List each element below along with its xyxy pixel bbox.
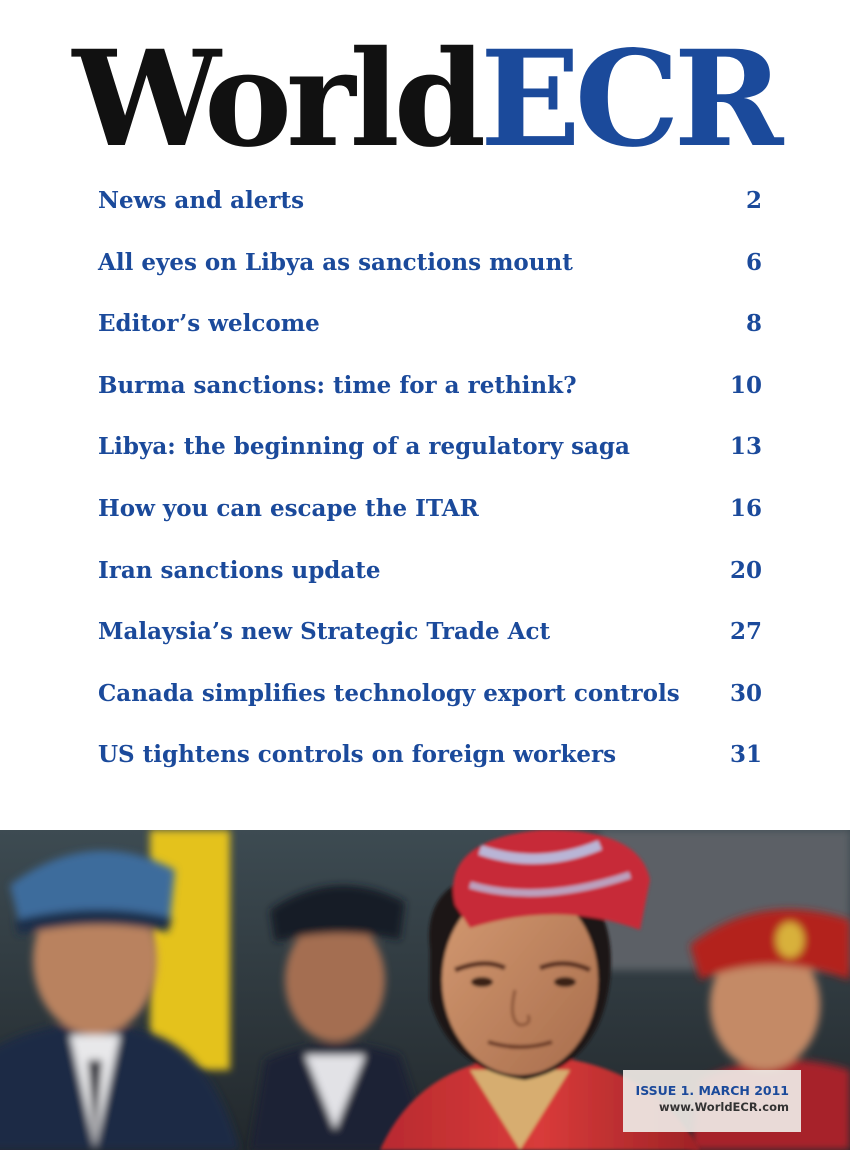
toc-entry-title: News and alerts bbox=[98, 187, 305, 214]
issue-info-box bbox=[623, 1070, 801, 1132]
toc-entry-title: How you can escape the ITAR bbox=[98, 494, 479, 522]
toc-entry-title: Canada simplifies technology export controls bbox=[98, 679, 680, 707]
toc-entry-page: 30 bbox=[729, 679, 762, 707]
toc-entry-page: 20 bbox=[729, 556, 762, 584]
toc-entry[interactable] bbox=[98, 306, 762, 368]
toc-entry-page: 27 bbox=[729, 618, 762, 646]
toc-entry[interactable] bbox=[98, 429, 762, 491]
masthead-world: World bbox=[72, 22, 481, 177]
table-of-contents bbox=[98, 183, 762, 799]
toc-entry-title: Iran sanctions update bbox=[98, 556, 381, 584]
toc-entry[interactable] bbox=[98, 491, 762, 553]
toc-entry[interactable] bbox=[98, 553, 762, 615]
toc-entry[interactable] bbox=[98, 737, 762, 799]
toc-entry[interactable] bbox=[98, 614, 762, 676]
toc-entry[interactable] bbox=[98, 368, 762, 430]
masthead-logo bbox=[0, 22, 850, 177]
toc-entry-page: 8 bbox=[745, 310, 762, 338]
toc-entry-title: Malaysia’s new Strategic Trade Act bbox=[98, 618, 551, 646]
toc-entry[interactable] bbox=[98, 183, 762, 245]
toc-entry-title: Burma sanctions: time for a rethink? bbox=[98, 371, 577, 399]
toc-entry-title: All eyes on Libya as sanctions mount bbox=[98, 248, 573, 276]
toc-entry-page: 2 bbox=[745, 187, 762, 214]
toc-entry[interactable] bbox=[98, 676, 762, 738]
toc-entry[interactable] bbox=[98, 245, 762, 307]
masthead-ecr: ECR bbox=[480, 22, 778, 177]
website-link[interactable]: www.WorldECR.com bbox=[659, 1100, 789, 1114]
toc-entry-title: Libya: the beginning of a regulatory saga bbox=[98, 433, 630, 461]
toc-entry-page: 10 bbox=[729, 371, 762, 399]
toc-entry-page: 31 bbox=[729, 741, 762, 769]
toc-entry-page: 6 bbox=[745, 248, 762, 276]
toc-entry-page: 13 bbox=[729, 433, 762, 461]
issue-label: ISSUE 1. MARCH 2011 bbox=[635, 1083, 789, 1098]
toc-entry-page: 16 bbox=[729, 494, 762, 522]
toc-entry-title: Editor’s welcome bbox=[98, 310, 320, 338]
toc-entry-title: US tightens controls on foreign workers bbox=[98, 741, 617, 769]
